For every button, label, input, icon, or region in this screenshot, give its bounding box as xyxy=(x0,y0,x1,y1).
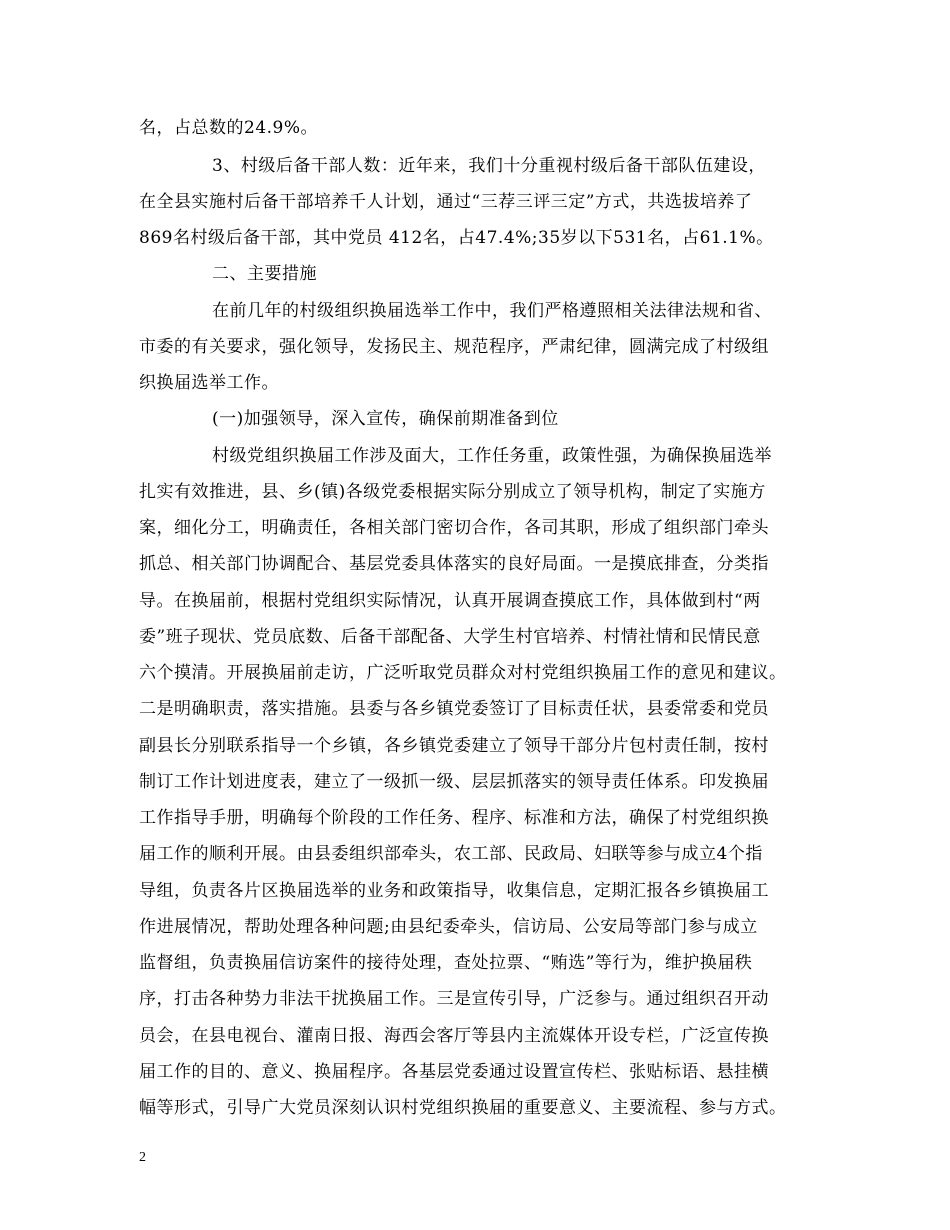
text-line: 届工作的目的、意义、换届程序。各基层党委通过设置宣传栏、张贴标语、悬挂横 xyxy=(139,1062,769,1082)
text-line: 工作指导手册，明确每个阶段的工作任务、程序、标准和方法，确保了村党组织换 xyxy=(139,808,769,828)
page-number: 2 xyxy=(139,1150,146,1165)
text-line: 员会，在县电视台、灌南日报、海西会客厅等县内主流媒体开设专栏，广泛宣传换 xyxy=(139,1026,769,1046)
text-line: 市委的有关要求，强化领导，发扬民主、规范程序，严肃纪律，圆满完成了村级组 xyxy=(139,337,769,357)
text-line: 导。在换届前，根据村党组织实际情况，认真开展调查摸底工作，具体做到村“两 xyxy=(139,591,761,611)
text-line: 副县长分别联系指导一个乡镇，各乡镇党委建立了领导干部分片包村责任制，按村 xyxy=(139,736,769,756)
text-line: 幅等形式，引导广大党员深刻认识村党组织换届的重要意义、主要流程、参与方式。 xyxy=(139,1098,787,1118)
text-line: 名，占总数的24.9%。 xyxy=(139,118,319,138)
text-line: 在全县实施村后备干部培养千人计划，通过“三荐三评三定”方式，共选拔培养了 xyxy=(139,192,753,212)
text-line: 3、村级后备干部人数：近年来，我们十分重视村级后备干部队伍建设， xyxy=(212,156,766,176)
section-heading: 二、主要措施 xyxy=(212,264,317,284)
text-line: 监督组，负责换届信访案件的接待处理，查处拉票、“贿选”等行为，维护换届秩 xyxy=(139,953,753,973)
text-line: 抓总、相关部门协调配合、基层党委具体落实的良好局面。一是摸底排查，分类指 xyxy=(139,554,769,574)
text-line: 届工作的顺利开展。由县委组织部牵头，农工部、民政局、妇联等参与成立4个指 xyxy=(139,844,763,864)
text-line: 作进展情况，帮助处理各种问题;由县纪委牵头，信访局、公安局等部门参与成立 xyxy=(139,917,758,937)
text-line: 制订工作计划进度表，建立了一级抓一级、层层抓落实的领导责任体系。印发换届 xyxy=(139,772,769,792)
text-line: 织换届选举工作。 xyxy=(139,373,279,393)
subsection-heading: (一)加强领导，深入宣传，确保前期准备到位 xyxy=(212,409,559,429)
text-line: 扎实有效推进，县、乡(镇)各级党委根据实际分别成立了领导机构，制定了实施方 xyxy=(139,482,766,502)
text-line: 二是明确职责，落实措施。县委与各乡镇党委签订了目标责任状，县委常委和党员 xyxy=(139,699,769,719)
text-line: 序，打击各种势力非法干扰换届工作。三是宣传引导，广泛参与。通过组织召开动 xyxy=(139,989,769,1009)
text-line: 导组，负责各片区换届选举的业务和政策指导，收集信息，定期汇报各乡镇换届工 xyxy=(139,881,769,901)
text-line: 869名村级后备干部，其中党员 412名，占47.4%;35岁以下531名，占61.1%。 xyxy=(139,228,774,248)
text-line: 村级党组织换届工作涉及面大，工作任务重，政策性强，为确保换届选举 xyxy=(212,446,772,466)
text-line: 在前几年的村级组织换届选举工作中，我们严格遵照相关法律法规和省、 xyxy=(212,301,772,321)
text-line: 委”班子现状、党员底数、后备干部配备、大学生村官培养、村情社情和民情民意 xyxy=(139,627,761,647)
text-line: 六个摸清。开展换届前走访，广泛听取党员群众对村党组织换届工作的意见和建议。 xyxy=(139,663,787,683)
text-line: 案，细化分工，明确责任，各相关部门密切合作，各司其职，形成了组织部门牵头 xyxy=(139,518,769,538)
